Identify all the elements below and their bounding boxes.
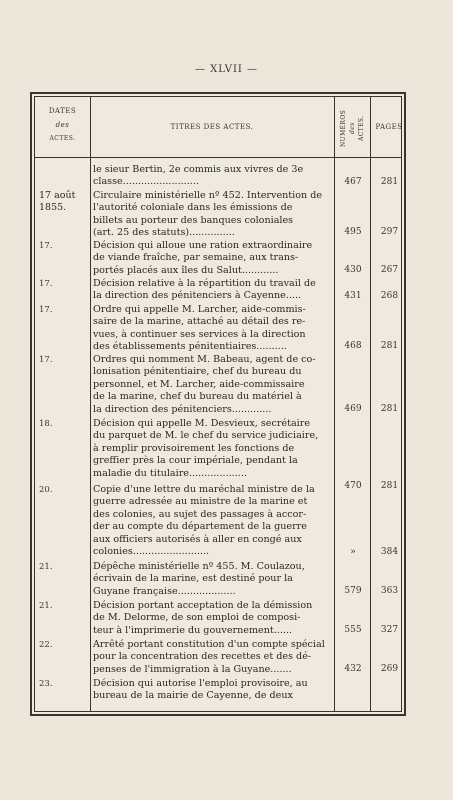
table-row: [35, 678, 401, 703]
header-separator: [35, 157, 401, 158]
header-numbers: [335, 101, 370, 155]
row-page: 269: [380, 664, 399, 674]
table-row: [35, 190, 401, 240]
row-date: 21.: [39, 562, 53, 572]
row-title: Arrêté portant constitution d'un compte spécial pour la concentration des recettes et des dé- penses de l'immigration à la Guyane.......: [93, 639, 325, 675]
table-row: [35, 639, 401, 676]
row-page: 267: [380, 265, 399, 275]
row-date: 23.: [39, 679, 53, 689]
row-date: 21.: [39, 601, 53, 611]
table-row: [35, 240, 401, 277]
row-date: 20.: [39, 485, 53, 495]
row-number: 469: [344, 404, 362, 414]
row-date: 17.: [39, 241, 53, 251]
page-header: — XLVII —: [194, 64, 259, 75]
row-title: Décision portant acceptation de la démission de M. Delorme, de son emploi de composi- teur à l'imprimerie du gouvernement......: [93, 600, 313, 636]
header-dates: [35, 107, 90, 142]
row-title: Ordre qui appelle M. Larcher, aide-commis- saire de la marine, attaché au détail des re- vues, à continuer ses services à la direction des établissements pénitentiaires..........: [93, 304, 306, 353]
header-numbers-line3: ACTES.: [358, 115, 365, 141]
table-row: [35, 354, 401, 416]
row-date: 17 août 1855.: [39, 190, 76, 213]
row-number: 430: [344, 265, 362, 275]
table-row: [35, 164, 401, 189]
row-title: Dépêche ministérielle nº 455. M. Coulazou, écrivain de la marine, est destiné pour la Guyane française...................: [93, 561, 305, 597]
table-row: [35, 304, 401, 354]
row-title: Décision qui appelle M. Desvieux, secrétaire du parquet de M. le chef du service judiciaire, à remplir provisoirement les fonctions de greffier près la cour impériale, pendant la maladie du titulaire...................: [93, 418, 319, 479]
row-page: 363: [380, 586, 399, 596]
row-page: 268: [380, 291, 399, 301]
index-table: [30, 92, 406, 716]
header-titles: TITRES DES ACTES.: [170, 123, 254, 131]
header-numbers-line2: des: [349, 122, 356, 134]
row-page: 281: [380, 481, 399, 491]
row-date: 18.: [39, 419, 53, 429]
table-row: [35, 278, 401, 303]
row-title: le sieur Bertin, 2e commis aux vivres de 3e classe.........................: [93, 164, 304, 188]
row-number: 555: [344, 625, 362, 635]
table-row: [35, 484, 401, 558]
header-dates-line2: des: [55, 121, 70, 129]
table-row: [35, 600, 401, 637]
row-date: 17.: [39, 355, 53, 365]
header-dates-line1: DATES: [48, 107, 77, 115]
row-number: »: [350, 547, 356, 557]
row-number: 470: [344, 481, 362, 491]
row-number: 432: [344, 664, 362, 674]
header-numbers-line1: NUMÉROS: [340, 109, 347, 147]
row-title: Circulaire ministérielle nº 452. Intervention de l'autorité coloniale dans les émissions de billets au porteur des banques coloniales (art. 25 des statuts)...............: [93, 190, 323, 239]
row-page: 384: [380, 547, 399, 557]
row-title: Décision qui autorise l'emploi provisoire, au bureau de la mairie de Cayenne, de deux: [93, 678, 308, 702]
row-number: 431: [344, 291, 362, 301]
row-date: 17.: [39, 305, 53, 315]
row-page: 297: [380, 227, 399, 237]
row-date: 17.: [39, 279, 53, 289]
header-dates-line3: ACTES.: [49, 135, 76, 142]
row-title: Ordres qui nomment M. Babeau, agent de co- lonisation pénitentiaire, chef du bureau du personnel, et M. Larcher, aide-commissaire de la marine, chef du bureau du matériel à la direction des pénitenciers.............: [93, 354, 316, 415]
row-date: 22.: [39, 640, 53, 650]
row-page: 281: [380, 177, 399, 187]
row-number: 579: [344, 586, 362, 596]
table-row: [35, 561, 401, 598]
row-number: 495: [344, 227, 362, 237]
row-title: Décision qui alloue une ration extraordinaire de viande fraîche, par semaine, aux trans- portés placés aux îles du Salut............: [93, 240, 313, 276]
row-number: 467: [344, 177, 362, 187]
row-page: 281: [380, 404, 399, 414]
table-inner-border: [34, 96, 402, 712]
row-title: Décision relative à la répartition du travail de la direction des pénitenciers à Cayenne.....: [93, 278, 316, 302]
row-page: 327: [380, 625, 399, 635]
header-pages: PAGES: [375, 123, 403, 131]
row-page: 281: [380, 341, 399, 351]
row-number: 468: [344, 341, 362, 351]
row-title: Copie d'une lettre du maréchal ministre de la guerre adressée au ministre de la marine et des colonies, au sujet des passages à accor- der au compte du département de la guerre aux officiers autorisés à aller en congé aux colonies.........................: [93, 484, 315, 558]
